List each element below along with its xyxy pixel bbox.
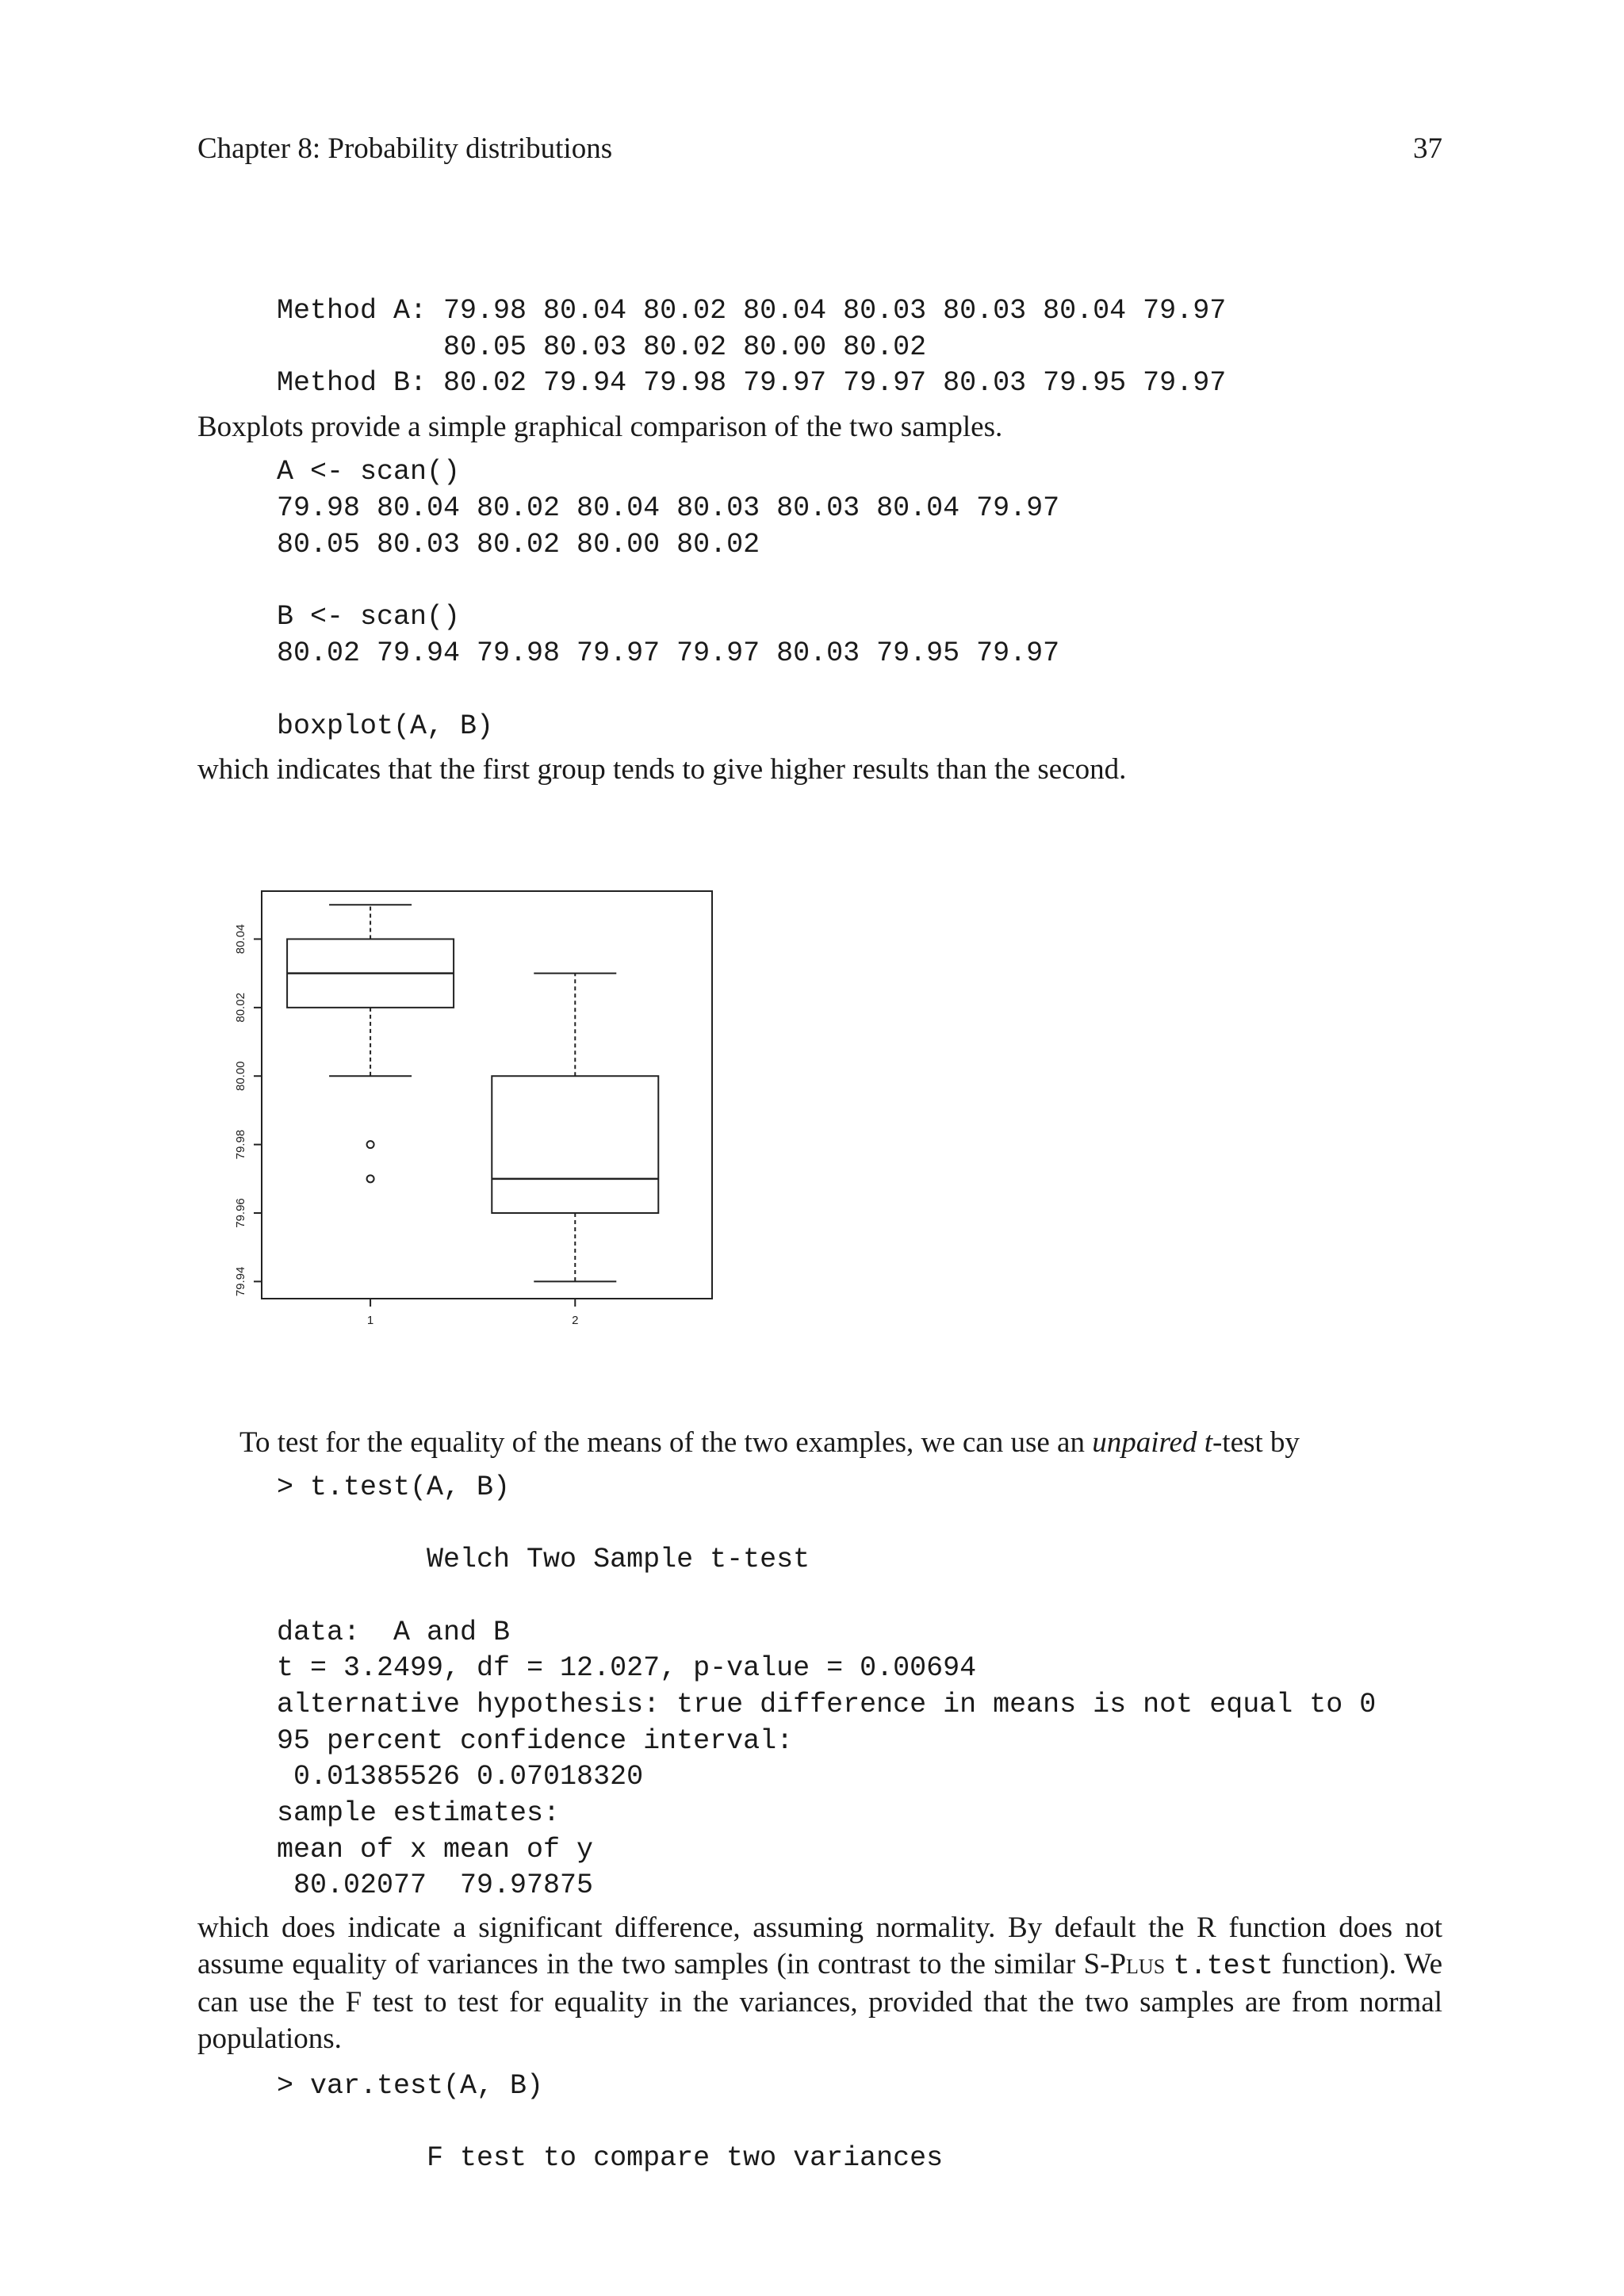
- y-tick-label: 79.98: [234, 1129, 247, 1160]
- code-output-title: Welch Two Sample t-test: [277, 1544, 810, 1575]
- y-tick-label: 79.96: [234, 1198, 247, 1228]
- ttest-text-after: -test by: [1212, 1426, 1300, 1459]
- paragraph-boxplots: Boxplots provide a simple graphical comparison of the two samples.: [197, 411, 1003, 443]
- y-tick-label: 80.02: [234, 993, 247, 1023]
- code-output-line: mean of x mean of y: [277, 1834, 594, 1866]
- ttest-text-italic: unpaired: [1092, 1426, 1197, 1459]
- code-line: boxplot(A, B): [277, 710, 494, 742]
- data-listing-line-3: Method B: 80.02 79.94 79.98 79.97 79.97 80.03 79.95 79.97: [277, 367, 1227, 399]
- code-line: B <- scan(): [277, 601, 461, 633]
- code-line: 79.98 80.04 80.02 80.04 80.03 80.03 80.04 79.97: [277, 492, 1060, 524]
- chapter-title: Chapter 8: Probability distributions: [197, 132, 613, 165]
- x-tick-label: 1: [366, 1314, 374, 1327]
- code-output-line: 80.02077 79.97875: [277, 1869, 594, 1901]
- y-tick-label: 80.00: [234, 1061, 247, 1092]
- data-listing-line-2: 80.05 80.03 80.02 80.00 80.02: [277, 331, 927, 363]
- splus-smallcaps: Plus: [1109, 1948, 1166, 1980]
- code-output-line: alternative hypothesis: true difference in means is not equal to 0: [277, 1689, 1377, 1720]
- boxplot-chart: [213, 871, 720, 1346]
- significant-text-1: which does indicate a significant difference, assuming normality. By default the R function does not assume equality of variances in the two samples (in contrast to the similar S-: [197, 1911, 1442, 1980]
- code-line: > var.test(A, B): [277, 2070, 544, 2102]
- code-output-line: sample estimates:: [277, 1797, 561, 1829]
- box-iqr: [492, 1076, 658, 1213]
- significant-text-2: function). We can use the F test to test for equality in the variances, provided that the two samples are from normal populations.: [197, 1948, 1442, 2055]
- ttest-text-t: t: [1204, 1426, 1212, 1459]
- page-number: 37: [1413, 132, 1442, 165]
- y-tick-label: 79.94: [234, 1266, 247, 1297]
- code-output-line: t = 3.2499, df = 12.027, p-value = 0.00694: [277, 1652, 977, 1684]
- code-line: A <- scan(): [277, 456, 461, 488]
- paragraph-significant: [197, 1910, 1442, 2057]
- outlier-point: [367, 1141, 374, 1148]
- code-line: 80.05 80.03 80.02 80.00 80.02: [277, 529, 760, 561]
- code-output-line: data: A and B: [277, 1617, 511, 1648]
- code-line: > t.test(A, B): [277, 1471, 511, 1503]
- data-listing-line-1: Method A: 79.98 80.04 80.02 80.04 80.03 80.03 80.04 79.97: [277, 295, 1227, 327]
- x-tick-label: 2: [572, 1314, 579, 1327]
- outlier-point: [367, 1175, 374, 1182]
- paragraph-indicates: which indicates that the first group tends to give higher results than the second.: [197, 753, 1127, 786]
- code-line: 80.02 79.94 79.98 79.97 79.97 80.03 79.95 79.97: [277, 637, 1060, 669]
- code-output-line: 0.01385526 0.07018320: [277, 1761, 644, 1793]
- ttest-text-before: To test for the equality of the means of the two examples, we can use an: [239, 1426, 1093, 1459]
- code-output-title: F test to compare two variances: [277, 2142, 944, 2174]
- y-tick-label: 80.04: [234, 924, 247, 955]
- paragraph-ttest: [239, 1425, 1300, 1460]
- code-output-line: 95 percent confidence interval:: [277, 1725, 794, 1757]
- inline-code-ttest: t.test: [1173, 1950, 1274, 1982]
